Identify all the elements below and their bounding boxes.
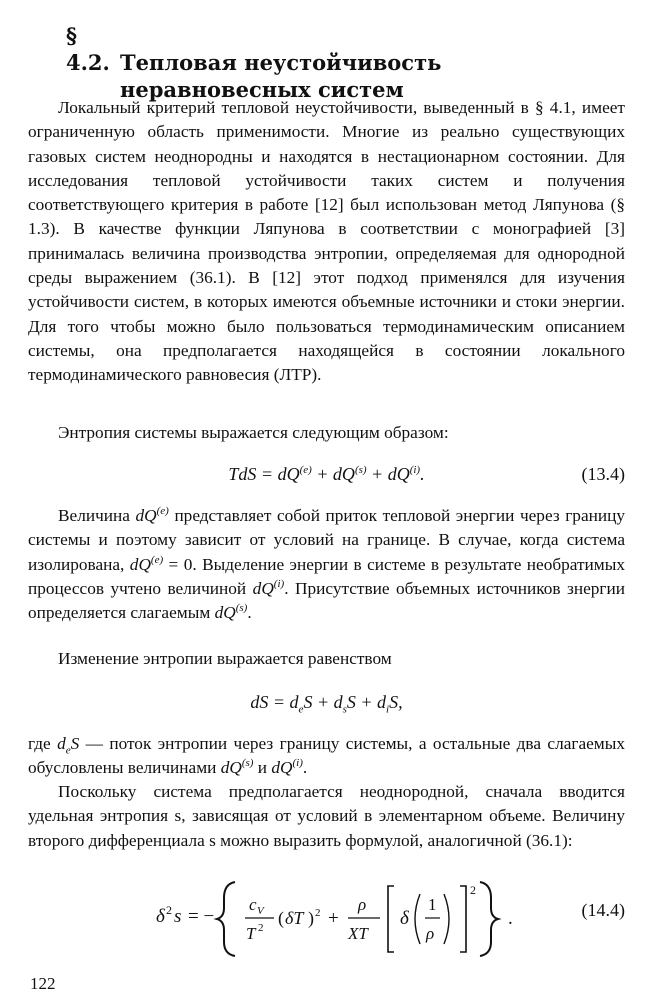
svg-text:V: V <box>257 905 264 917</box>
svg-text:T: T <box>246 924 256 943</box>
svg-text:= −: = − <box>188 906 215 927</box>
p3-part-b: представляет собой приток тепловой энергии через границу системы и поэтому зависит от условий на границе. В случае, когда система изолирована, <box>28 506 625 574</box>
section-number: § 4.2. <box>66 23 110 75</box>
section-title-line2: неравновесных систем <box>120 77 404 102</box>
p3-part-a: Величина <box>58 506 130 525</box>
svg-text:2: 2 <box>166 903 172 917</box>
p5-part-d: . <box>302 758 308 778</box>
svg-text:2: 2 <box>470 883 476 897</box>
equation-14-4-number: (14.4) <box>581 900 625 920</box>
paragraph-1 <box>28 96 625 388</box>
paragraph-2-text: Энтропия системы выражается следующим образом: <box>58 423 449 442</box>
paragraph-3 <box>28 504 625 625</box>
svg-text:XT: XT <box>348 924 368 943</box>
paragraph-3-text: Величина $dQ^{(e)}$ представляет собой приток тепловой энергии через границу системы и поэтому зависит от условий на границе. В случае, когда система изолирована, $dQ^{(e)} = 0$. Выделение энергии в системе в результате необратимых процессов учтено величиной $dQ^{(i)}$. Присутствие объемных источников знергии определяется слагаемым $dQ^{(s)}$. <box>28 505 626 623</box>
paragraph-6-text: Поскольку система предполагается неоднородной, сначала вводится удельная энтропия s, зависящая от условий в элементарном объеме. Величину второго дифференциала s можно выразить формулой, аналогичной (36.1): <box>28 782 625 850</box>
equation-14-4 <box>28 872 625 962</box>
page-number: 122 <box>30 974 56 993</box>
section-heading <box>66 22 626 103</box>
p5-part-b: — поток энтропии через границу системы, а остальные два слагаемых обусловлены величинами <box>28 734 625 778</box>
svg-text:s: s <box>174 906 182 927</box>
equation-13-4 <box>28 462 625 492</box>
svg-text:.: . <box>508 908 513 929</box>
paragraph-2 <box>28 421 625 445</box>
paragraph-4-text: Изменение энтропии выражается равенством <box>58 649 392 668</box>
p5-part-a: где <box>28 734 51 753</box>
equation-13-4-number: (13.4) <box>581 464 625 484</box>
svg-text:δ: δ <box>400 908 409 929</box>
p3-part-e: . <box>247 603 252 623</box>
svg-text:(: ( <box>278 908 284 928</box>
equation-entropy-change <box>28 690 625 720</box>
svg-text:ρ: ρ <box>358 895 367 914</box>
paragraph-6 <box>28 780 625 853</box>
svg-text:): ) <box>308 908 314 928</box>
p5-part-c: и <box>257 758 268 778</box>
svg-text:ρ: ρ <box>426 924 435 943</box>
p3-part-d: . Присутствие объемных источников знергии определяется слагаемым <box>28 578 626 623</box>
paragraph-1-text: Локальный критерий тепловой неустойчивости, выведенный в § 4.1, имеет ограниченную область применимости. Многие из реально существующих газовых систем неоднородны и находятся в нестационарном состоянии. Для исследования тепловой устойчивости таких систем и получения соответствующего критерия в работе [12] был использован метод Ляпунова (§ 1.3). В качестве функции Ляпунова в соответствии с монографией [3] принималась величина производства энтропии, определяемая для однородной среды выражением (36.1). В [12] этот подход применялся для изучения устойчивости систем, в которых имеются объемные источники и стоки энергии. Для того чтобы можно было пользоваться термодинамическим описанием системы, она предполагается находящейся в состоянии локального термодинамического равновесия (ЛТР). <box>28 98 625 385</box>
equation-13-4-body: TdS = $dQ^{(e)} + dQ^{(s)} + dQ^{(i)}$. <box>228 464 425 484</box>
equation-entropy-change-body: dS = $d_eS + d_sS + d_iS$, <box>250 692 403 716</box>
svg-text:2: 2 <box>258 922 264 934</box>
svg-text:2: 2 <box>315 907 321 919</box>
svg-text:1: 1 <box>428 895 437 914</box>
svg-text:δT: δT <box>285 908 304 928</box>
svg-text:+: + <box>328 908 339 929</box>
svg-text:δ: δ <box>156 906 165 927</box>
section-title-line1: Тепловая неустойчивость <box>120 50 442 75</box>
equation-14-4-formula <box>28 872 548 962</box>
paragraph-5-text: где $d_eS$ — поток энтропии через границу системы, а остальные два слагаемых обусловлены величинами $dQ^{(s)}$ и $dQ^{(i)}$. <box>28 734 625 778</box>
p3-part-c: . Выделение энергии в системе в результате необратимых процессов учтено величиной <box>28 554 625 598</box>
paragraph-5 <box>28 732 625 781</box>
paragraph-4 <box>28 647 625 671</box>
svg-text:c: c <box>249 895 257 914</box>
